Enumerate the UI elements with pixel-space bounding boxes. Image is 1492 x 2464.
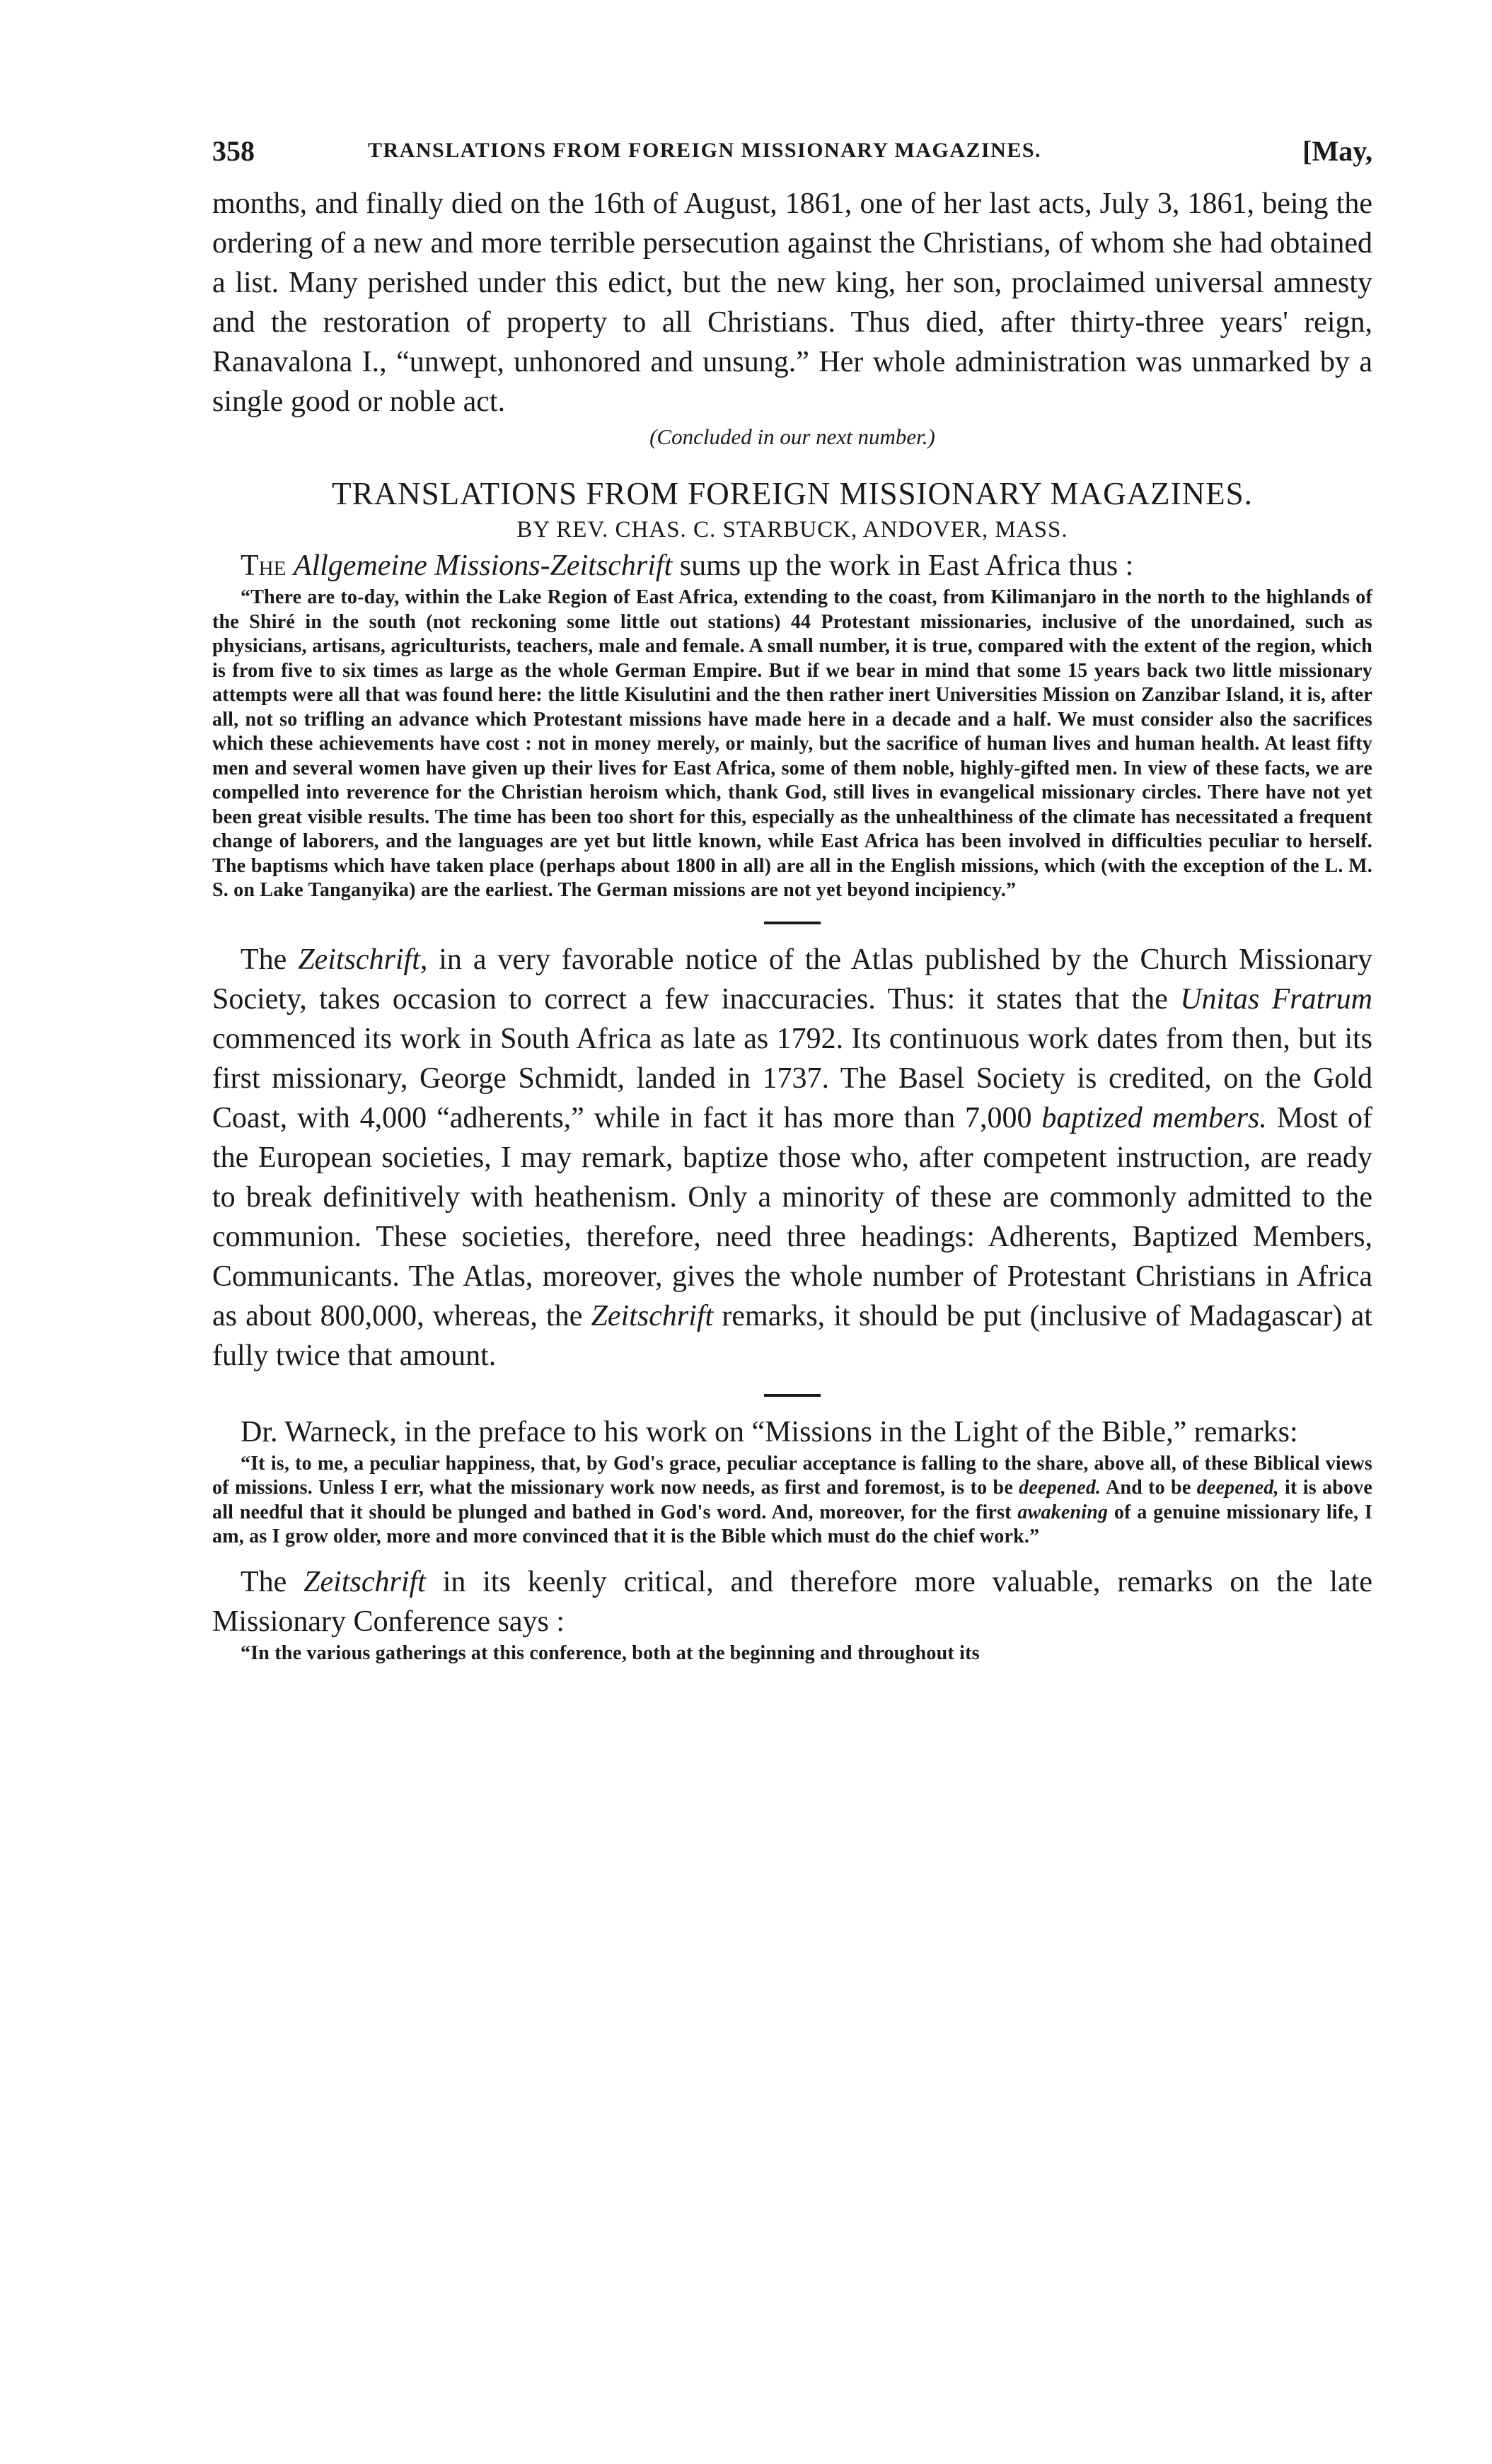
section4-quote: “In the various gatherings at this conference, both at the beginning and throughout its bbox=[241, 1641, 980, 1664]
running-header bbox=[212, 134, 1372, 184]
s2-part4: Unitas Fratrum bbox=[1180, 982, 1373, 1016]
s4-part2: Zeitschrift bbox=[303, 1565, 426, 1598]
s3-part3: And to be bbox=[1105, 1477, 1191, 1499]
s2-part8: Zeitschrift bbox=[591, 1299, 714, 1332]
s2-part5: commenced its work in South Africa as late as 1792. Its continuous work dates from then, but its first missionary, George Schmidt, landed in 1737. The Basel Society is credited, on the Gold Coast, with 4,000 “adherents,” while in fact it has more than 7,000 bbox=[212, 1022, 1372, 1134]
section2-paragraph bbox=[212, 940, 1372, 1376]
s3-part6: awakening bbox=[1017, 1501, 1109, 1523]
s2-part3: in a very favorable notice of the Atlas published by the Church Missionary Society, takes occasion to correct a few inaccuracies. Thus: it states that the bbox=[212, 943, 1372, 1016]
s4-part3: in its keenly critical, and therefore more valuable, remarks on the late Missionary Conference says : bbox=[212, 1565, 1372, 1638]
s3-part4: deepened, bbox=[1196, 1477, 1279, 1499]
s4-part1: The bbox=[241, 1565, 287, 1598]
article-title: TRANSLATIONS FROM FOREIGN MISSIONARY MAGAZINES. bbox=[332, 476, 1253, 511]
header-month: [May, bbox=[1302, 135, 1372, 167]
running-title: TRANSLATIONS FROM FOREIGN MISSIONARY MAGAZINES. bbox=[368, 139, 1042, 162]
section3-quote bbox=[212, 1452, 1372, 1550]
s2-part7: Most of the European societies, I may remark, baptize those who, after competent instruction, are ready to break definitively with heathenism. Only a minority of these are commonly admitted to the communion. These societies, therefore, need three headings: Adherents, Baptized Members, Communicants. The Atlas, moreover, gives the whole number of Protestant Christians in Africa as about 800,000, whereas, the bbox=[212, 1101, 1372, 1332]
s3-part5: it is above all needful that it should be plunged and bathed in God's word. And, moreover, for the first bbox=[212, 1477, 1373, 1523]
article-byline: BY REV. CHAS. C. STARBUCK, ANDOVER, MASS. bbox=[516, 517, 1068, 542]
s3-part1: “It is, to me, a peculiar happiness, that, by God's grace, peculiar acceptance is falling to the share, above all, of these Biblical views of missions. Unless I err, what the missionary work now needs, as first and foremost, is to be bbox=[212, 1452, 1372, 1499]
s2-part6: baptized members. bbox=[1041, 1101, 1267, 1134]
journal-name: Allgemeine Missions-Zeitschrift bbox=[293, 550, 673, 582]
s2-part9: remarks, it should be put (inclusive of Madagascar) at fully twice that amount. bbox=[212, 1299, 1372, 1372]
section1-intro bbox=[212, 546, 1372, 586]
s3-part2: deepened. bbox=[1019, 1477, 1101, 1499]
page bbox=[212, 134, 1372, 1666]
section4-paragraph bbox=[212, 1562, 1372, 1641]
page-number: 358 bbox=[212, 135, 255, 167]
concluded-note: (Concluded in our next number.) bbox=[649, 424, 935, 449]
section1-intro-rest: sums up the work in East Africa thus : bbox=[679, 550, 1134, 582]
s2-part1: The bbox=[241, 943, 287, 976]
section1-the: The bbox=[241, 550, 287, 582]
section3-intro: Dr. Warneck, in the preface to his work on “Missions in the Light of the Bible,” remarks: bbox=[241, 1415, 1298, 1448]
spacer bbox=[212, 1550, 1372, 1562]
s2-part2: Zeitschrift, bbox=[298, 943, 428, 976]
divider-1 bbox=[764, 922, 821, 924]
opening-paragraph: months, and finally died on the 16th of August, 1861, one of her last acts, July 3, 1861, being the ordering of a new and more terrible persecution against the Christians, of whom she had obtained a list. Many perished under this edict, but the new king, her son, proclaimed universal amnesty and the restoration of property to all Christians. Thus died, after thirty-three years' reign, Ranavalona I., “unwept, unhonored and unsung.” Her whole administration was unmarked by a single good or noble act. bbox=[212, 187, 1372, 418]
s3-part7: of a genuine missionary life, I am, as I grow older, more and more convinced that it is the Bible which must do the chief work.” bbox=[212, 1501, 1372, 1547]
divider-2 bbox=[764, 1394, 821, 1397]
section1-quote: “There are to-day, within the Lake Region of East Africa, extending to the coast, from Kilimanjaro in the north to the highlands of the Shiré in the south (not reckoning some little out stations) 44 Protestant missionaries, inclusive of the unordained, such as physicians, artisans, agriculturists, teachers, male and female. A small number, it is true, compared with the extent of the region, which is from five to six times as large as the whole German Empire. But if we bear in mind that some 15 years back two little missionary attempts were all that was found here: the little Kisulutini and the then rather inert Universities Mission on Zanzibar Island, it is, after all, not so trifling an advance which Protestant missions have made here in a decade and a half. We must consider also the sacrifices which these achievements have cost : not in money merely, or mainly, but the sacrifice of human lives and human health. At least fifty men and several women have given up their lives for East Africa, some of them noble, highly-gifted men. In view of these facts, we are compelled into reverence for the Christian heroism which, thank God, still lives in evangelical missionary circles. There have not yet been great visible results. The time has been too short for this, especially as the unhealthiness of the climate has necessitated a frequent change of laborers, and the languages are yet but little known, while East Africa has been involved in difficulties peculiar to herself. The baptisms which have taken place (perhaps about 1800 in all) are all in the English missions, which (with the exception of the L. M. S. on Lake Tanganyika) are the earliest. The German missions are not yet beyond incipiency.” bbox=[212, 586, 1372, 901]
